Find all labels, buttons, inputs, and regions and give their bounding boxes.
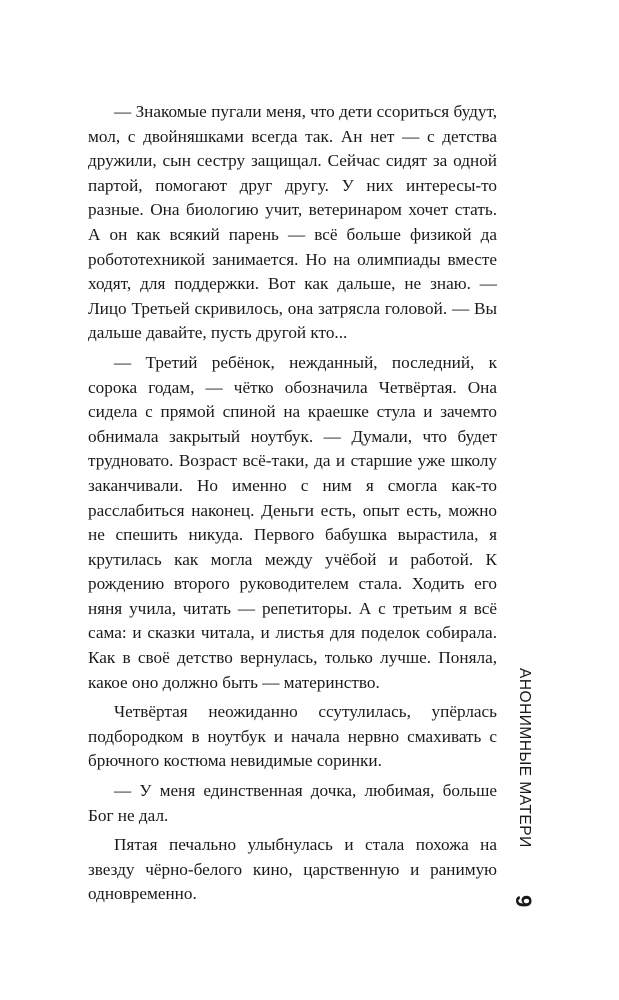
page-number: 9: [511, 894, 536, 908]
page-body-text: [88, 100, 497, 907]
paragraph: — Третий ребёнок, нежданный, последний, к сорока годам, — чётко обозначила Четвёртая. Она сидела с прямой спиной на краешке стула и зачемто обнимала закрытый ноутбук. — Думали, что будет трудновато. Возраст всё-таки, да и старшие уже школу заканчивали. Но именно с ним я смогла как-то расслабиться наконец. Деньги есть, опыт есть, можно не спешить никуда. Первого бабушка вырастила, я крутилась как могла между учёбой и работой. К рождению второго руководителем стала. Ходить его няня учила, читать — репетиторы. А с третьим я всё сама: и сказки читала, и листья для поделок собирала. Как в своё детство вернулась, только лучше. Поняла, какое оно должно быть — материнство.: [88, 352, 497, 692]
paragraph: Пятая печально улыбнулась и стала похожа на звезду чёрно-белого кино, царственную и ранимую одновременно.: [88, 835, 497, 904]
paragraph: — Знакомые пугали меня, что дети ссориться будут, мол, с двойняшками всегда так. Ан нет — с детства дружили, сын сестру защищал. Сейчас сидят за одной партой, помогают друг другу. У них интересы-то разные. Она биологию учит, ветеринаром хочет стать. А он как всякий парень — всё больше физикой да робототехникой занимается. Но на олимпиады вместе ходят, для поддержки. Вот как дальше, не знаю. — Лицо Третьей скривилось, она затрясла головой. — Вы дальше давайте, пусть другой кто...: [88, 102, 497, 343]
paragraph: — У меня единственная дочка, любимая, больше Бог не дал.: [88, 781, 497, 825]
running-title: АНОНИМНЫЕ МАТЕРИ: [516, 668, 533, 848]
paragraph: Четвёртая неожиданно ссутулилась, упёрлась подбородком в ноутбук и начала нервно смахивать с брючного костюма невидимые соринки.: [88, 702, 497, 771]
